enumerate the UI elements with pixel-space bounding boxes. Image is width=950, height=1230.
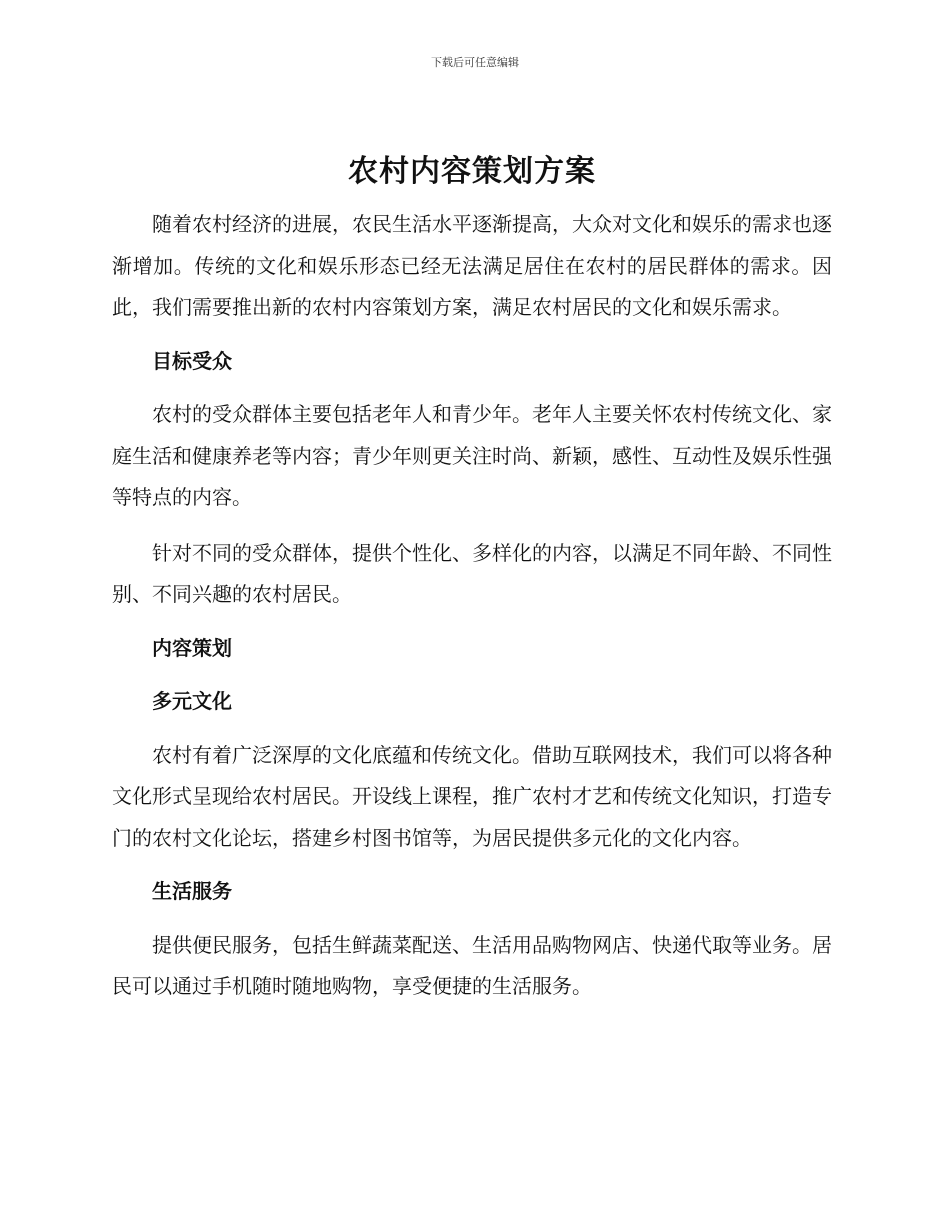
services-paragraph: 提供便民服务，包括生鲜蔬菜配送、生活用品购物网店、快递代取等业务。居民可以通过手机随时随地购物，享受便捷的生活服务。 [112,932,832,998]
audience-paragraph-2: 针对不同的受众群体，提供个性化、多样化的内容，以满足不同年龄、不同性别、不同兴趣的农村居民。 [112,540,832,606]
culture-paragraph: 农村有着广泛深厚的文化底蕴和传统文化。借助互联网技术，我们可以将各种文化形式呈现给农村居民。开设线上课程，推广农村才艺和传统文化知识，打造专门的农村文化论坛，搭建乡村图书馆等，为居民提供多元化的文化内容。 [112,742,832,850]
intro-paragraph: 随着农村经济的进展，农民生活水平逐渐提高，大众对文化和娱乐的需求也逐渐增加。传统的文化和娱乐形态已经无法满足居住在农村的居民群体的需求。因此，我们需要推出新的农村内容策划方案，满足农村居民的文化和娱乐需求。 [112,212,832,319]
section-heading-audience: 目标受众 [152,348,232,373]
page-header-note: 下载后可任意编辑 [431,56,519,69]
section-heading-culture: 多元文化 [152,689,232,713]
document-body [112,148,832,1008]
section-heading-planning: 内容策划 [152,635,232,660]
section-heading-services: 生活服务 [152,879,232,903]
document-title: 农村内容策划方案 [348,154,596,189]
audience-paragraph-1: 农村的受众群体主要包括老年人和青少年。老年人主要关怀农村传统文化、家庭生活和健康养老等内容；青少年则更关注时尚、新颖，感性、互动性及娱乐性强等特点的内容。 [112,402,832,509]
